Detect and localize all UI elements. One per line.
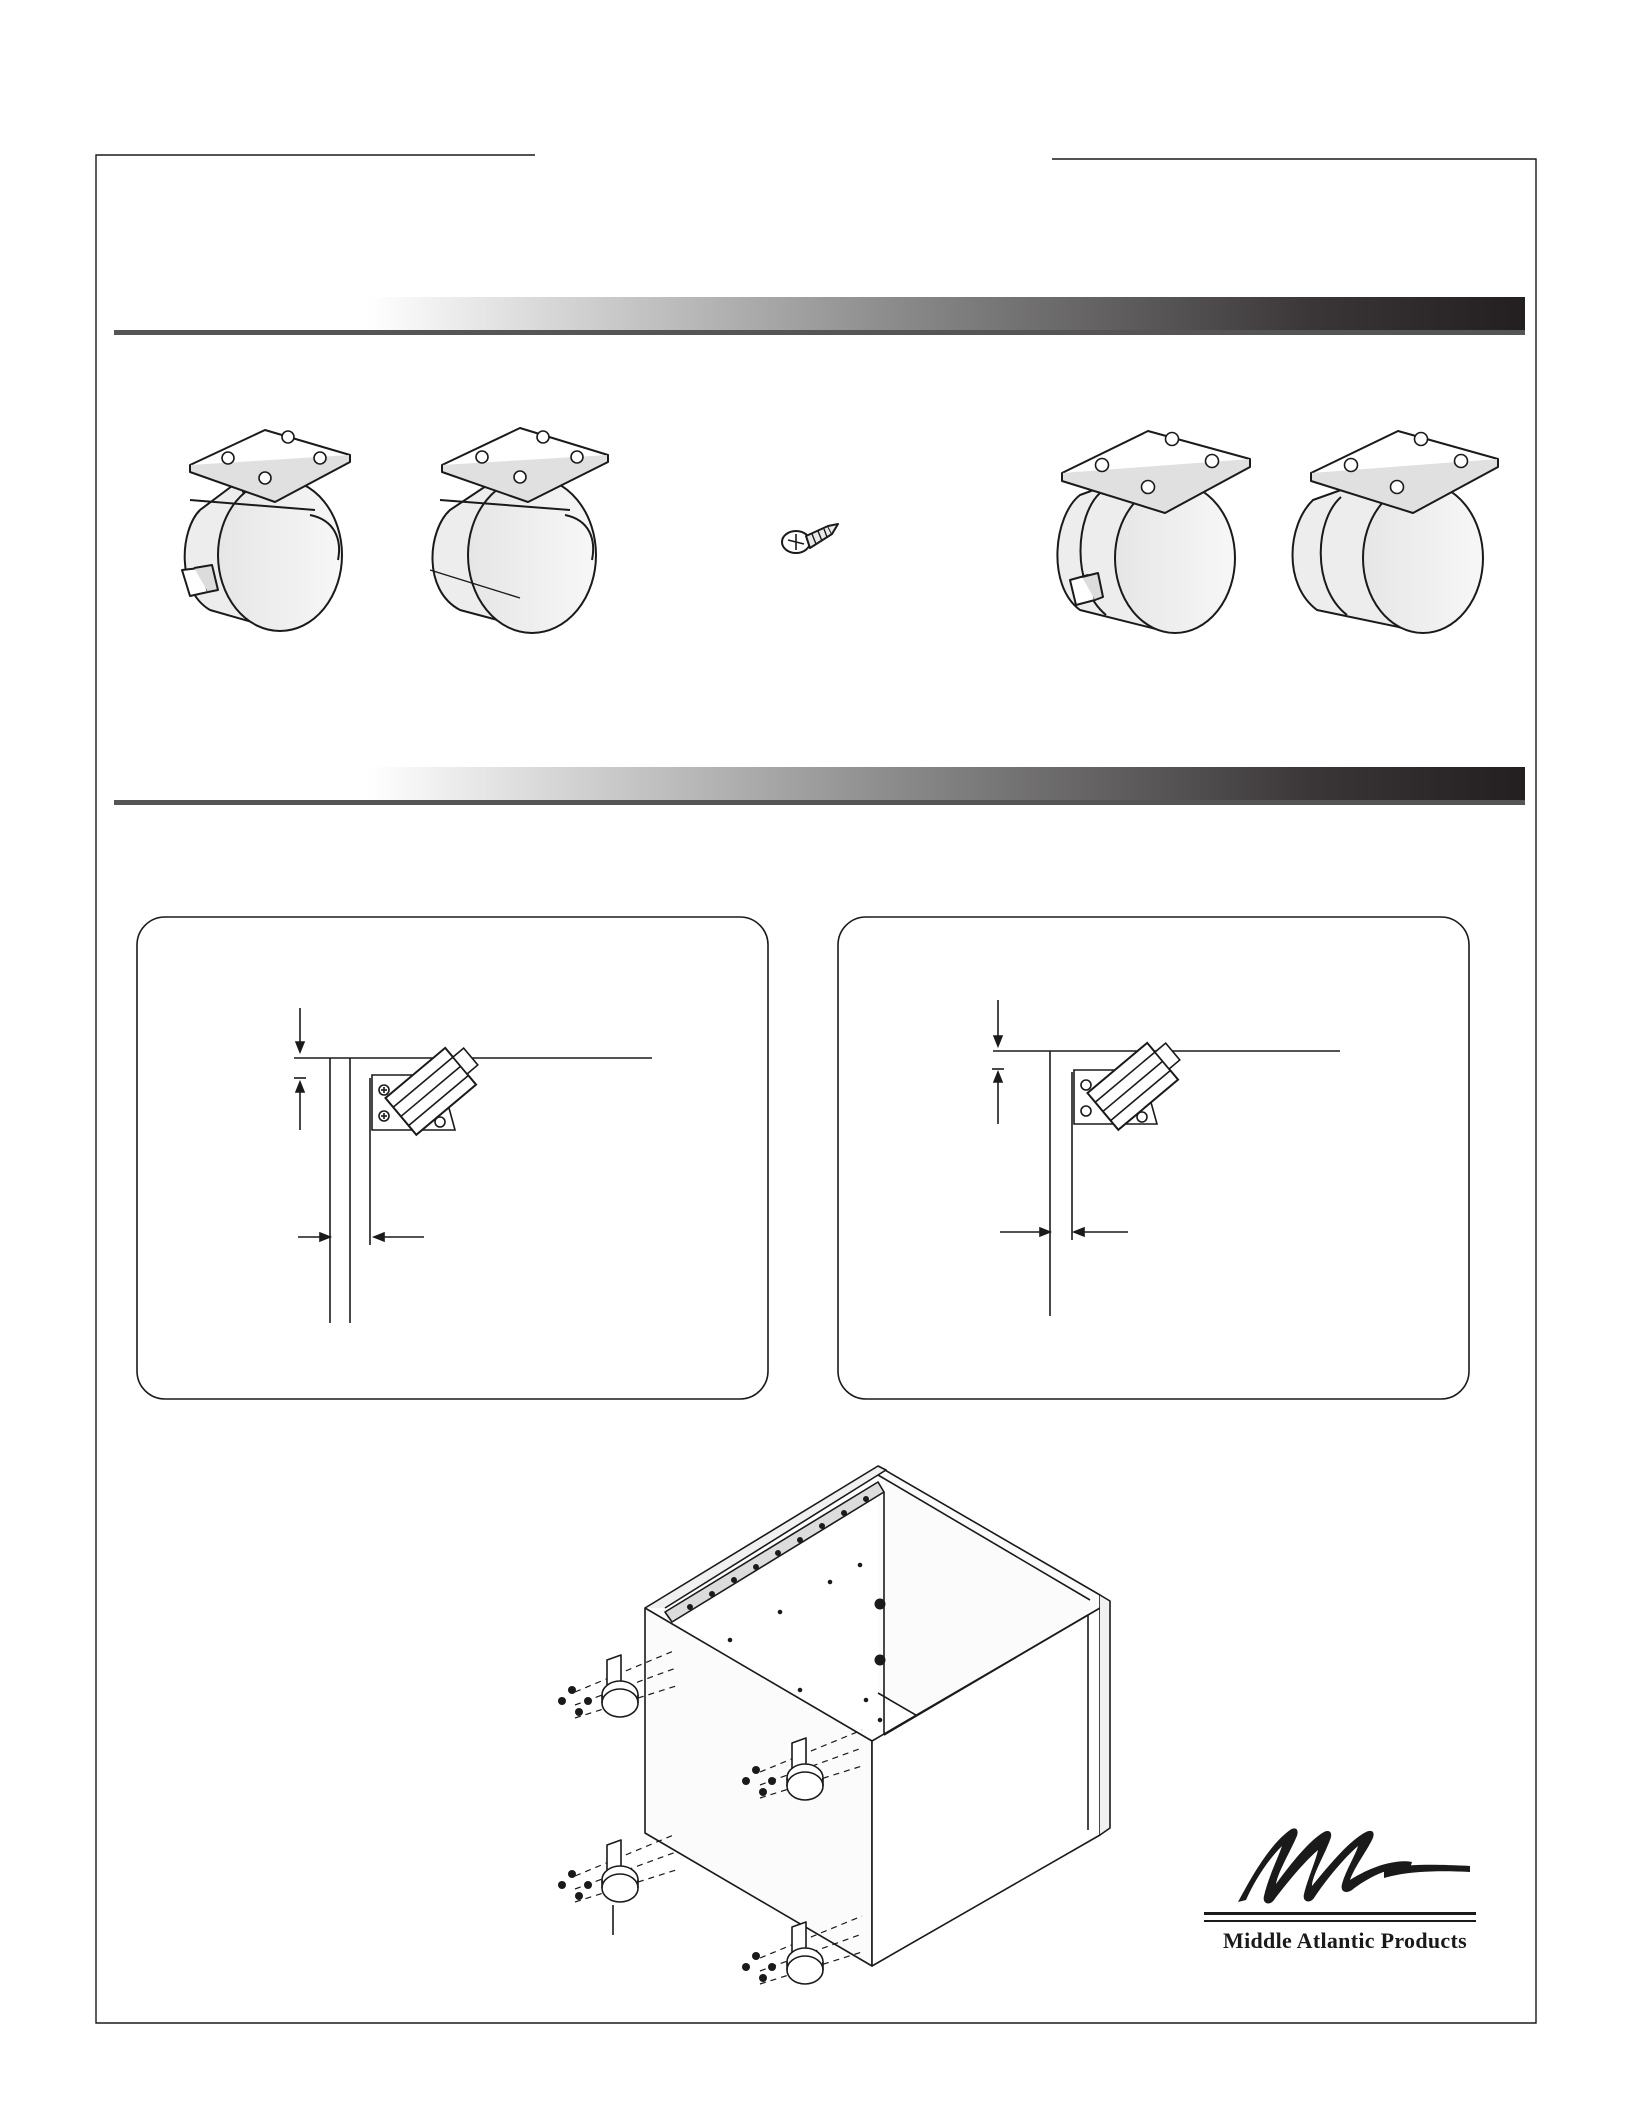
- caster-without-brake-icon: [430, 428, 608, 633]
- logo-wordmark: Middle Atlantic Products: [1223, 1928, 1467, 1953]
- dual-wheel-caster-without-brake-icon: [1293, 431, 1499, 633]
- screw-icon: [782, 524, 838, 553]
- caster-mount-detail-icon: [294, 1008, 652, 1323]
- middle-atlantic-logo-icon: [1204, 1828, 1476, 1922]
- cabinet-caster-assembly-icon: [558, 1466, 1110, 1984]
- dual-wheel-caster-with-brake-icon: [1057, 431, 1250, 633]
- detail-box-right: [838, 917, 1469, 1399]
- section-banner-installation: [114, 767, 1525, 805]
- detail-box-left: [137, 917, 768, 1399]
- section-banner-parts: [114, 297, 1525, 335]
- caster-with-brake-icon: [182, 430, 350, 631]
- caster-mount-detail-icon: [992, 1000, 1340, 1316]
